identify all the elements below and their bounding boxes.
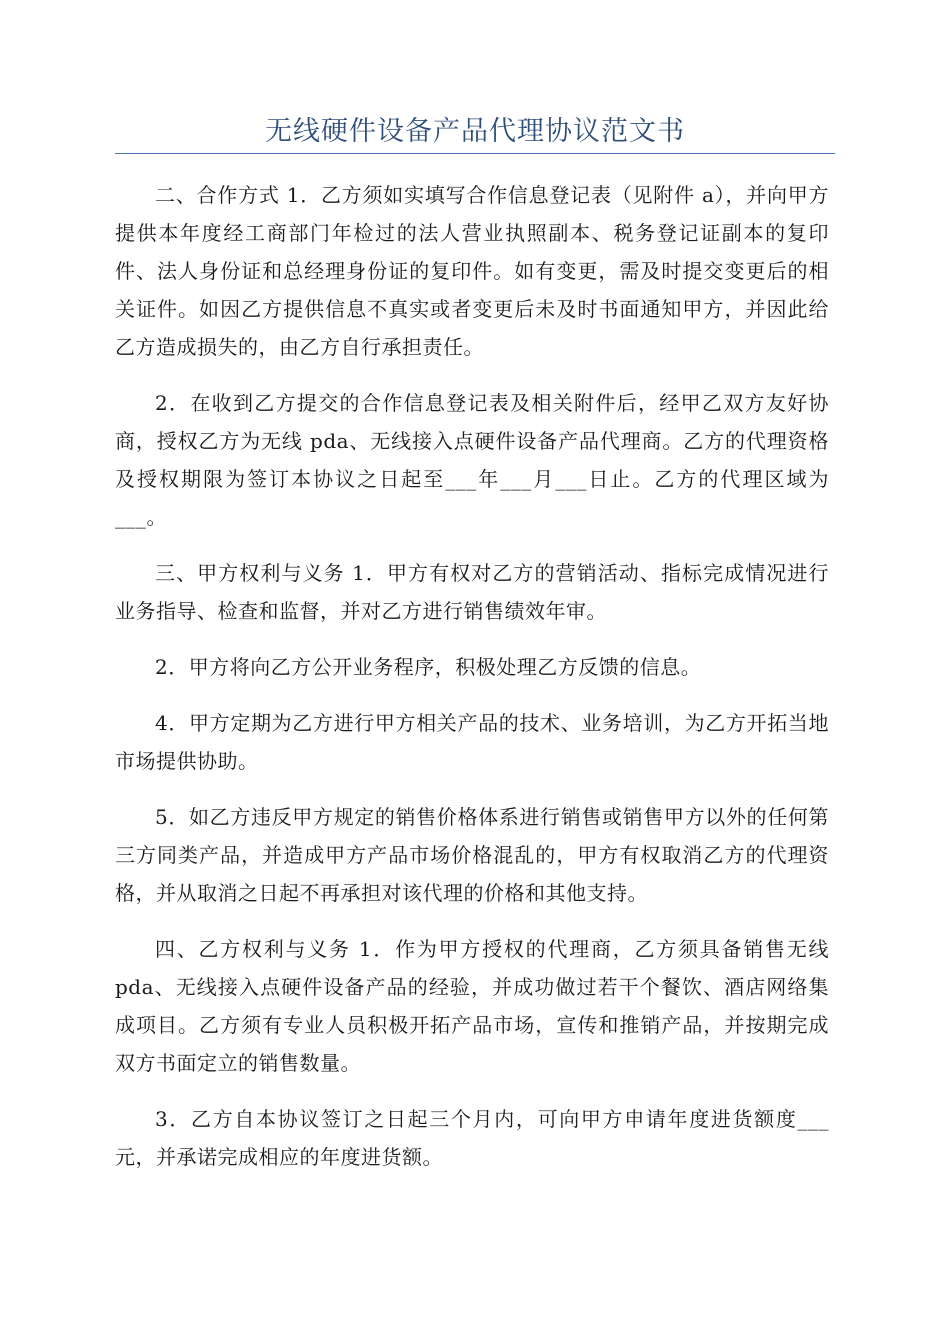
document-title: 无线硬件设备产品代理协议范文书 bbox=[265, 116, 685, 147]
paragraph-training: 4．甲方定期为乙方进行甲方相关产品的技术、业务培训，为乙方开拓当地市场提供协助。 bbox=[115, 711, 829, 773]
paragraph-purchase-quota: 3．乙方自本协议签订之日起三个月内，可向甲方申请年度进货额度___元，并承诺完成相应的年度进货额。 bbox=[115, 1107, 829, 1169]
paragraph-party-a-rights: 三、甲方权利与义务 1．甲方有权对乙方的营销活动、指标完成情况进行业务指导、检查和监督，并对乙方进行销售绩效年审。 bbox=[115, 561, 829, 623]
paragraph-authorization: 2．在收到乙方提交的合作信息登记表及相关附件后，经甲乙双方友好协商，授权乙方为无线 pda、无线接入点硬件设备产品代理商。乙方的代理资格及授权期限为签订本协议之日起至___年___月___日止。乙方的代理区域为___。 bbox=[115, 391, 829, 529]
paragraph-price-violation: 5．如乙方违反甲方规定的销售价格体系进行销售或销售甲方以外的任何第三方同类产品，并造成甲方产品市场价格混乱的，甲方有权取消乙方的代理资格，并从取消之日起不再承担对该代理的价格和其他支持。 bbox=[115, 805, 829, 905]
paragraph-party-b-rights: 四、乙方权利与义务 1．作为甲方授权的代理商，乙方须具备销售无线 pda、无线接入点硬件设备产品的经验，并成功做过若干个餐饮、酒店网络集成项目。乙方须有专业人员积极开拓产品市场，宣传和推销产品，并按期完成双方书面定立的销售数量。 bbox=[115, 937, 829, 1075]
document-body bbox=[115, 176, 829, 1194]
paragraph-cooperation-method: 二、合作方式 1．乙方须如实填写合作信息登记表（见附件 a），并向甲方提供本年度经工商部门年检过的法人营业执照副本、税务登记证副本的复印件、法人身份证和总经理身份证的复印件。如有变更，需及时提交变更后的相关证件。如因乙方提供信息不真实或者变更后未及时书面通知甲方，并因此给乙方造成损失的，由乙方自行承担责任。 bbox=[115, 183, 829, 359]
title-underline-divider bbox=[115, 153, 835, 154]
paragraph-business-procedures: 2．甲方将向乙方公开业务程序，积极处理乙方反馈的信息。 bbox=[155, 655, 702, 679]
